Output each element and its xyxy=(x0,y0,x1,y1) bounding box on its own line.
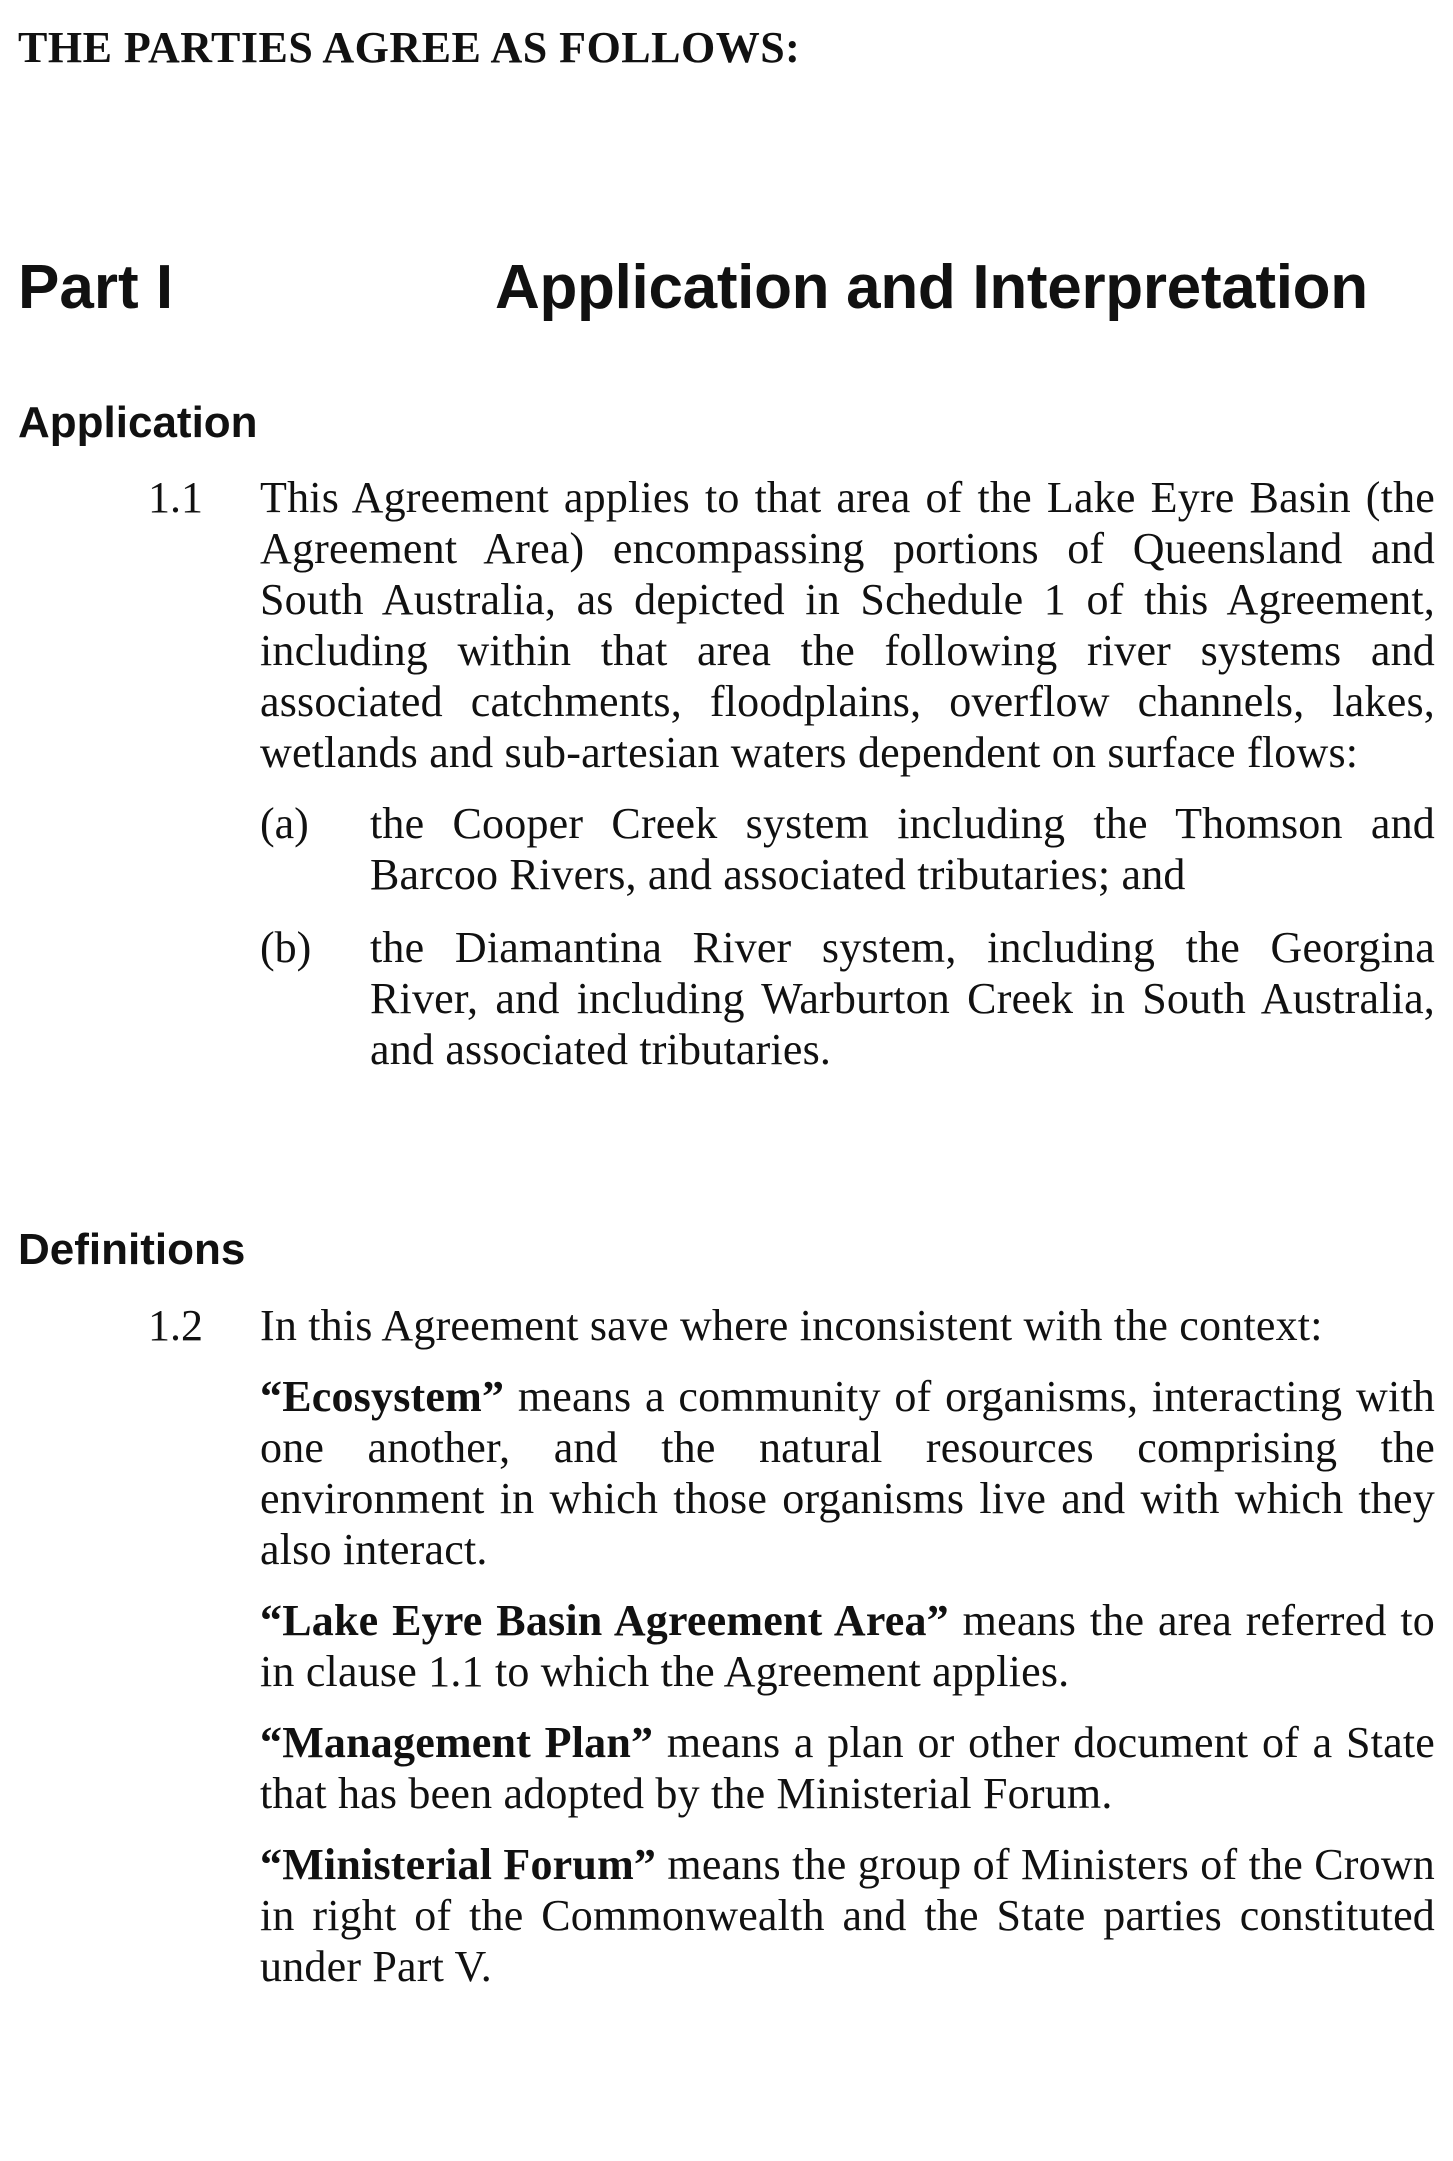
definition-ecosystem xyxy=(260,1371,1435,1575)
clause-number: 1.2 xyxy=(148,1301,203,1350)
definition-text: means the area referred to in clause 1.1 to which the Agreement applies. xyxy=(260,1596,1435,1696)
section-heading-definitions: Definitions xyxy=(18,1225,246,1274)
clause-body xyxy=(260,1300,1435,1992)
definition-text: means a community of organisms, interacting with one another, and the natural resources comprising the environment in which those organisms live and with which they also interact. xyxy=(260,1372,1435,1574)
clause-number: 1.1 xyxy=(148,473,203,522)
clause-body xyxy=(260,472,1435,1075)
definition-text: means the group of Ministers of the Crown in right of the Commonwealth and the State parties constituted under Part V. xyxy=(260,1840,1435,1991)
clause-intro: In this Agreement save where inconsistent with the context: xyxy=(260,1301,1323,1350)
sub-item-text: the Cooper Creek system including the Thomson and Barcoo Rivers, and associated tributaries; and xyxy=(370,799,1435,899)
part-label: Part I xyxy=(18,253,174,322)
definition-term: “Lake Eyre Basin Agreement Area” xyxy=(260,1596,949,1645)
definition-text: means a plan or other document of a State that has been adopted by the Ministerial Forum. xyxy=(260,1718,1435,1818)
sub-item-b xyxy=(260,922,1435,1075)
sub-item-letter: (a) xyxy=(260,799,309,848)
definition-term: “Ministerial Forum” xyxy=(260,1840,657,1889)
sub-item-a xyxy=(260,798,1435,900)
clause-text: This Agreement applies to that area of the Lake Eyre Basin (the Agreement Area) encompassing portions of Queensland and South Australia, as depicted in Schedule 1 of this Agreement, including within that area the following river systems and associated catchments, floodplains, overflow channels, lakes, wetlands and sub-artesian waters dependent on surface flows: xyxy=(260,473,1435,777)
definition-agreement-area xyxy=(260,1595,1435,1697)
definition-ministerial-forum xyxy=(260,1839,1435,1992)
sub-item-letter: (b) xyxy=(260,923,312,972)
part-header xyxy=(18,252,1438,332)
part-title: Application and Interpretation xyxy=(495,253,1368,322)
definition-management-plan xyxy=(260,1717,1435,1819)
section-heading-application: Application xyxy=(18,398,258,447)
agreement-heading: THE PARTIES AGREE AS FOLLOWS: xyxy=(18,23,801,72)
definition-term: “Ecosystem” xyxy=(260,1372,505,1421)
sub-item-text: the Diamantina River system, including the Georgina River, and including Warburton Creek in South Australia, and associated tributaries. xyxy=(370,923,1435,1074)
definition-term: “Management Plan” xyxy=(260,1718,654,1767)
